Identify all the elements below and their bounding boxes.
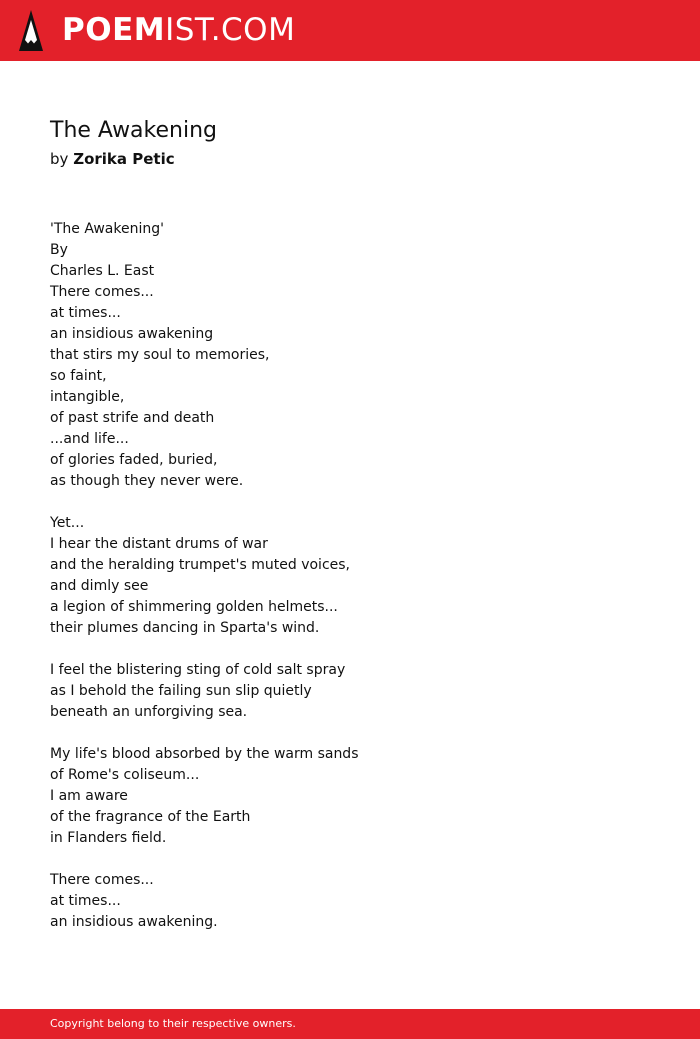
stanza-break	[50, 723, 650, 744]
poem-line: of the fragrance of the Earth	[50, 809, 251, 825]
brand-name-light: IST.COM	[165, 12, 296, 48]
poem-line: There comes...	[50, 284, 154, 300]
poem-line: beneath an unforgiving sea.	[50, 704, 248, 720]
poem-line: so faint,	[50, 368, 107, 384]
brand-logo[interactable]	[62, 10, 295, 50]
poem-line: of past strife and death	[50, 410, 215, 426]
site-header	[0, 0, 700, 61]
poem-line: as I behold the failing sun slip quietly	[50, 683, 312, 699]
stanza-break	[50, 492, 650, 513]
stanza-break	[50, 639, 650, 660]
poem-line: that stirs my soul to memories,	[50, 347, 270, 363]
poem-line: in Flanders field.	[50, 830, 167, 846]
poem-line: Charles L. East	[50, 263, 155, 279]
poem-line: as though they never were.	[50, 473, 244, 489]
stanza-break	[50, 849, 650, 870]
brand-name-bold: POEM	[62, 12, 166, 48]
site-footer	[0, 1009, 700, 1039]
by-label: by	[50, 150, 69, 168]
poem-line: intangible,	[50, 389, 125, 405]
poem-line: a legion of shimmering golden helmets...	[50, 599, 338, 615]
poem-line: By	[50, 242, 68, 258]
pencil-icon	[16, 9, 46, 53]
poem-line: 'The Awakening'	[50, 221, 164, 237]
poem-line: There comes...	[50, 872, 154, 888]
poem-line: an insidious awakening	[50, 326, 214, 342]
poem-line: of glories faded, buried,	[50, 452, 218, 468]
poem-line: My life's blood absorbed by the warm sands	[50, 746, 359, 762]
poem-line: at times...	[50, 893, 121, 909]
poem-line: of Rome's coliseum...	[50, 767, 200, 783]
poem-body	[50, 219, 650, 933]
poem-line: Yet...	[50, 515, 85, 531]
copyright-text: Copyright belong to their respective owners.	[50, 1017, 296, 1030]
poem-line: their plumes dancing in Sparta's wind.	[50, 620, 320, 636]
byline	[50, 148, 175, 170]
poem-line: ...and life...	[50, 431, 129, 447]
poem-line: I feel the blistering sting of cold salt spray	[50, 662, 346, 678]
poem-line: I hear the distant drums of war	[50, 536, 268, 552]
poem-line: and the heralding trumpet's muted voices,	[50, 557, 350, 573]
poem-title: The Awakening	[50, 118, 217, 143]
poem-line: an insidious awakening.	[50, 914, 218, 930]
poem-line: I am aware	[50, 788, 128, 804]
author-name: Zorika Petic	[73, 150, 175, 168]
poem-line: and dimly see	[50, 578, 149, 594]
poem-line: at times...	[50, 305, 121, 321]
